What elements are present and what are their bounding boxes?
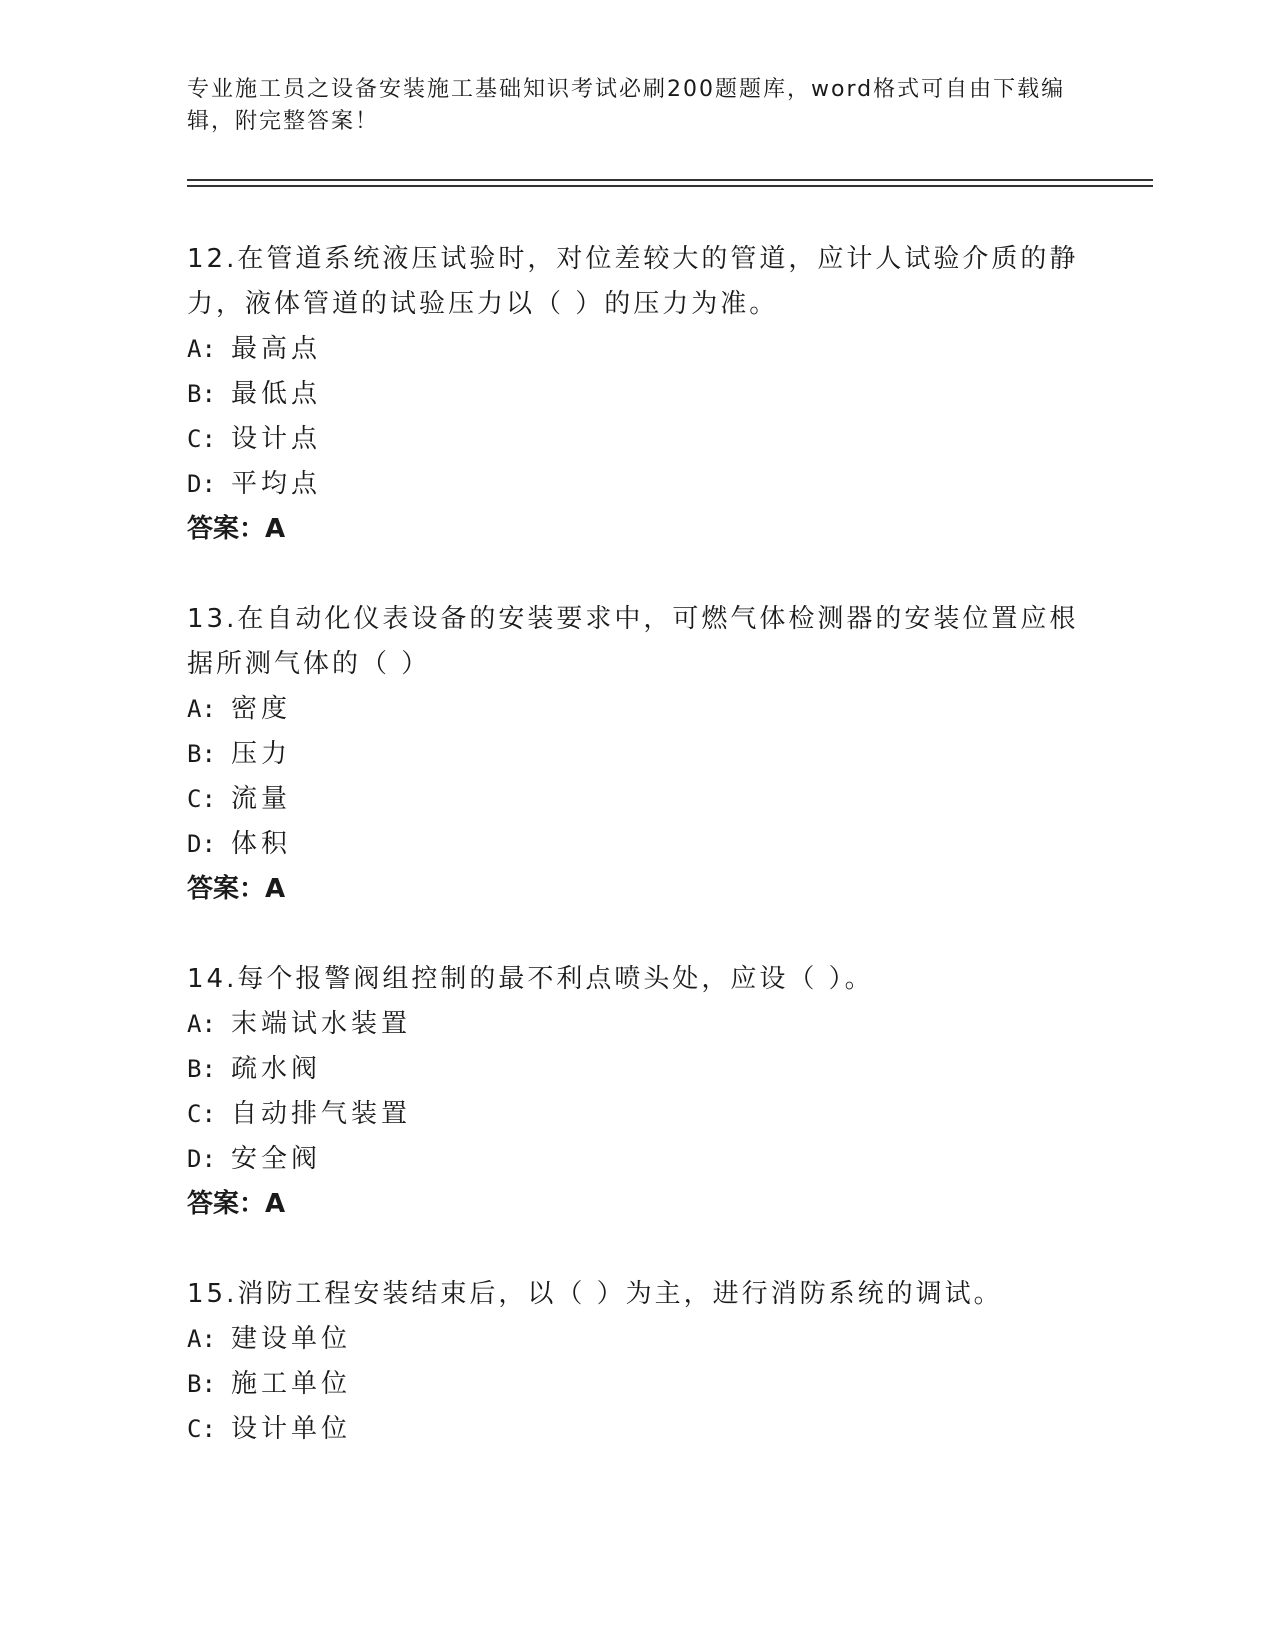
question-12-answer: 答案：A	[187, 514, 286, 544]
option-text: 流量	[231, 784, 292, 814]
question-13-line-2: 据所测气体的（ ）	[187, 649, 431, 679]
question-12-option-a	[187, 328, 321, 365]
question-13-option-a	[187, 688, 291, 725]
header-rule-bottom	[187, 185, 1153, 187]
option-text: 设计点	[231, 424, 322, 454]
option-letter: B:	[187, 380, 216, 408]
question-13-option-b	[187, 733, 291, 770]
option-letter: A:	[187, 1010, 216, 1038]
option-text: 平均点	[231, 469, 322, 499]
question-14-line-1: 14.每个报警阀组控制的最不利点喷头处，应设（ ）。	[187, 964, 874, 994]
option-text: 建设单位	[231, 1324, 352, 1354]
option-letter: C:	[187, 785, 216, 813]
question-12-option-c	[187, 418, 321, 455]
question-14-option-a	[187, 1003, 411, 1040]
option-letter: B:	[187, 1055, 216, 1083]
question-15-option-a	[187, 1318, 351, 1355]
option-letter: C:	[187, 1100, 216, 1128]
header-rule-top	[187, 179, 1153, 181]
question-12-option-b	[187, 373, 321, 410]
question-14-option-b	[187, 1048, 321, 1085]
question-13-option-d	[187, 823, 291, 860]
question-15-option-b	[187, 1363, 351, 1400]
question-13-line-1: 13.在自动化仪表设备的安装要求中，可燃气体检测器的安装位置应根	[187, 604, 1079, 634]
question-14-answer: 答案：A	[187, 1189, 286, 1219]
question-13-option-c	[187, 778, 291, 815]
option-text: 设计单位	[231, 1414, 352, 1444]
option-text: 最低点	[231, 379, 322, 409]
question-12-line-2: 力，液体管道的试验压力以（ ）的压力为准。	[187, 289, 779, 319]
option-letter: A:	[187, 695, 216, 723]
option-letter: B:	[187, 1370, 216, 1398]
option-letter: A:	[187, 1325, 216, 1353]
question-12-line-1: 12.在管道系统液压试验时，对位差较大的管道，应计人试验介质的静	[187, 244, 1079, 274]
option-text: 压力	[231, 739, 292, 769]
document-header: 专业施工员之设备安装施工基础知识考试必刷200题题库，word格式可自由下载编辑，附完整答案！	[187, 77, 1066, 134]
question-13-answer: 答案：A	[187, 874, 286, 904]
option-text: 施工单位	[231, 1369, 352, 1399]
question-12-option-d	[187, 463, 321, 500]
option-text: 安全阀	[231, 1144, 322, 1174]
option-text: 密度	[231, 694, 292, 724]
question-15-line-1: 15.消防工程安装结束后，以（ ）为主，进行消防系统的调试。	[187, 1279, 1003, 1309]
option-text: 体积	[231, 829, 292, 859]
option-letter: B:	[187, 740, 216, 768]
option-letter: D:	[187, 830, 216, 858]
option-letter: D:	[187, 1145, 216, 1173]
option-letter: D:	[187, 470, 216, 498]
option-text: 最高点	[231, 334, 322, 364]
option-text: 疏水阀	[231, 1054, 322, 1084]
question-15-option-c	[187, 1408, 351, 1445]
option-text: 末端试水装置	[231, 1009, 412, 1039]
question-14-option-c	[187, 1093, 411, 1130]
option-letter: C:	[187, 1415, 216, 1443]
option-letter: C:	[187, 425, 216, 453]
option-letter: A:	[187, 335, 216, 363]
option-text: 自动排气装置	[231, 1099, 412, 1129]
question-14-option-d	[187, 1138, 321, 1175]
